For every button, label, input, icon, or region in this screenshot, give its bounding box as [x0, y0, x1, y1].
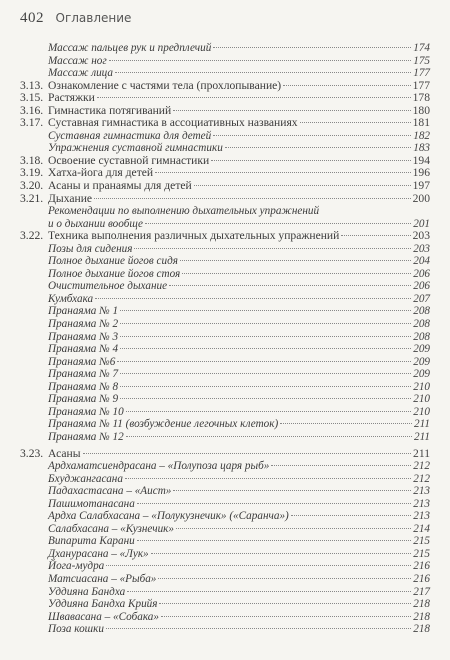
dot-leader — [169, 285, 411, 286]
toc-subentry — [20, 42, 430, 55]
page-ref: 213 — [413, 510, 430, 523]
dot-leader — [283, 85, 410, 86]
toc-subentry — [20, 418, 430, 431]
page-ref: 217 — [413, 585, 430, 598]
page-ref: 216 — [413, 572, 430, 585]
page-ref: 212 — [413, 460, 430, 473]
page-ref: 215 — [413, 547, 430, 560]
entry-title: Пранаяма № 1 — [48, 305, 119, 318]
entry-title: Суставная гимнастика в ассоциативных названиях — [48, 116, 298, 130]
page-ref: 214 — [413, 522, 430, 535]
entry-title: Йога-мудра — [48, 560, 105, 573]
page-ref: 207 — [413, 292, 430, 305]
toc-subentry — [20, 255, 430, 268]
section-number: 3.18. — [20, 153, 44, 167]
page-ref: 212 — [413, 472, 430, 485]
section-number: 3.20. — [20, 179, 44, 193]
toc-subentry — [20, 130, 430, 143]
toc-subentry — [20, 598, 430, 611]
page-ref: 206 — [413, 280, 430, 293]
dot-leader — [211, 160, 410, 161]
page-ref: 204 — [413, 255, 430, 268]
entry-title: Швавасана – «Собака» — [48, 610, 159, 623]
dot-leader — [120, 373, 411, 374]
toc-subentry — [20, 318, 430, 331]
toc-subentry — [20, 573, 430, 586]
page-ref: 181 — [412, 116, 430, 130]
dot-leader — [213, 47, 411, 48]
entry-title: Массаж лица — [48, 67, 113, 80]
entry-title: Пранаяма № 11 (возбуждение легочных клеток) — [48, 418, 279, 431]
entry-title: Пранаяма № 3 — [48, 330, 119, 343]
table-of-contents — [20, 42, 430, 636]
section-number: 3.21. — [20, 191, 44, 205]
page-ref: 180 — [412, 103, 430, 117]
entry-title: Пашимотанасана — [48, 497, 135, 510]
entry-title: Бхуджангасана — [48, 472, 123, 485]
dot-leader — [120, 323, 411, 324]
page-ref: 182 — [413, 129, 430, 142]
toc-subentry — [20, 280, 430, 293]
dot-leader — [134, 248, 411, 249]
dot-leader — [176, 528, 411, 529]
page-ref: 178 — [412, 91, 430, 105]
toc-subentry — [20, 611, 430, 624]
toc-subentry — [20, 460, 430, 473]
toc-subentry — [20, 498, 430, 511]
section-number: 3.15. — [20, 91, 44, 105]
dot-leader — [106, 565, 411, 566]
section-number: 3.13. — [20, 78, 44, 92]
entry-title: Падахастасана – «Аист» — [48, 485, 172, 498]
dot-leader — [173, 110, 410, 111]
page-ref: 211 — [414, 430, 430, 443]
toc-subentry — [20, 548, 430, 561]
dot-leader — [151, 553, 412, 554]
page-ref: 210 — [413, 405, 430, 418]
dot-leader — [120, 386, 411, 387]
entry-title: Рекомендации по выполнению дыхательных упражнений — [48, 205, 320, 218]
entry-title: Поза кошки — [48, 623, 104, 636]
page-ref: 196 — [412, 166, 430, 180]
dot-leader — [120, 336, 411, 337]
dot-leader — [291, 515, 411, 516]
entry-title: Випарита Карани — [48, 535, 135, 548]
dot-leader — [161, 616, 411, 617]
page-ref: 218 — [413, 623, 430, 636]
page-ref: 213 — [413, 485, 430, 498]
page-ref: 209 — [413, 368, 430, 381]
dot-leader — [127, 591, 411, 592]
dot-leader — [83, 453, 412, 454]
page-ref: 174 — [413, 42, 430, 54]
dot-leader — [341, 235, 410, 236]
entry-title: Суставная гимнастика для детей — [48, 129, 212, 142]
toc-subentry — [20, 305, 430, 318]
page-number: 402 — [20, 10, 44, 26]
entry-title: Пранаяма № 4 — [48, 343, 119, 356]
entry-title: Пранаяма № 12 — [48, 430, 124, 443]
entry-title: Позы для сидения — [48, 242, 133, 255]
dot-leader — [280, 423, 412, 424]
page-ref: 208 — [413, 305, 430, 318]
section-number: 3.17. — [20, 116, 44, 130]
page-ref: 210 — [413, 393, 430, 406]
entry-title: Хатха-йога для детей — [48, 166, 154, 180]
page-ref: 215 — [413, 535, 430, 548]
dot-leader — [158, 578, 411, 579]
page-ref: 194 — [412, 153, 430, 167]
toc-subentry — [20, 523, 430, 536]
toc-section-entry — [20, 230, 430, 243]
entry-title: Пранаяма № 8 — [48, 380, 119, 393]
section-number: 3.19. — [20, 166, 44, 180]
page-ref: 208 — [413, 318, 430, 331]
toc-subentry — [20, 343, 430, 356]
toc-subentry — [20, 331, 430, 344]
toc-subentry — [20, 268, 430, 281]
toc-subentry — [20, 510, 430, 523]
page-ref: 218 — [413, 610, 430, 623]
section-number: 3.22. — [20, 229, 44, 243]
dot-leader — [106, 628, 411, 629]
toc-subentry — [20, 535, 430, 548]
entry-title: Дханурасана – «Лук» — [48, 547, 149, 560]
toc-subentry — [20, 623, 430, 636]
dot-leader — [173, 490, 411, 491]
page-ref: 210 — [413, 380, 430, 393]
dot-leader — [182, 273, 411, 274]
dot-leader — [159, 603, 411, 604]
entry-title: Пранаяма № 7 — [48, 368, 119, 381]
toc-subentry — [20, 243, 430, 256]
entry-title: Упражнения суставной гимнастики — [48, 142, 223, 155]
page-ref: 209 — [413, 355, 430, 368]
dot-leader — [137, 540, 411, 541]
page-ref: 175 — [413, 54, 430, 67]
entry-title: Техника выполнения различных дыхательных упражнений — [48, 229, 340, 243]
entry-title: и о дыхании вообще — [48, 217, 144, 230]
page-header — [20, 10, 131, 27]
toc-subentry — [20, 67, 430, 80]
entry-title: Ардхаматсиендрасана – «Полупоза царя рыб» — [48, 460, 270, 473]
page-ref: 197 — [412, 179, 430, 193]
toc-subentry — [20, 293, 430, 306]
entry-title: Ознакомление с частями тела (прохлопывание) — [48, 78, 282, 92]
page-ref: 209 — [413, 343, 430, 356]
entry-title: Салабхасана – «Кузнечик» — [48, 522, 175, 535]
toc-subentry — [20, 586, 430, 599]
dot-leader — [271, 465, 411, 466]
toc-subentry — [20, 560, 430, 573]
dot-leader — [120, 310, 411, 311]
entry-title: Очистительное дыхание — [48, 280, 168, 293]
dot-leader — [94, 198, 411, 199]
toc-subentry — [20, 485, 430, 498]
dot-leader — [300, 122, 411, 123]
dot-leader — [155, 172, 410, 173]
toc-section-entry — [20, 180, 430, 193]
page-ref: 201 — [413, 217, 430, 230]
page-ref: 203 — [413, 242, 430, 255]
page-ref: 218 — [413, 598, 430, 611]
page-ref: 200 — [412, 191, 430, 205]
toc-subentry — [20, 406, 430, 419]
toc-subentry — [20, 393, 430, 406]
dot-leader — [115, 72, 411, 73]
dot-leader — [213, 135, 411, 136]
dot-leader — [126, 411, 412, 412]
entry-title: Ардха Салабхасана – «Полукузнечик» («Саранча») — [48, 510, 289, 523]
entry-title: Пранаяма №6 — [48, 355, 116, 368]
toc-section-entry — [20, 117, 430, 130]
entry-title: Матсиасана – «Рыба» — [48, 572, 157, 585]
dot-leader — [109, 60, 412, 61]
entry-title: Полное дыхание йогов стоя — [48, 267, 181, 280]
page-ref: 216 — [413, 560, 430, 573]
dot-leader — [117, 361, 411, 362]
dot-leader — [145, 223, 411, 224]
entry-title: Массаж пальцев рук и предплечий — [48, 42, 212, 54]
page-ref: 183 — [413, 142, 430, 155]
entry-title: Освоение суставной гимнастики — [48, 153, 210, 167]
toc-subentry — [20, 205, 430, 218]
entry-title: Асаны и пранаямы для детей — [48, 179, 192, 193]
entry-title: Уддияна Бандха — [48, 585, 126, 598]
entry-title: Растяжки — [48, 91, 95, 105]
toc-subentry — [20, 368, 430, 381]
entry-title: Гимнастика потягиваний — [48, 103, 172, 117]
entry-title: Пранаяма № 2 — [48, 318, 119, 331]
running-title: Оглавление — [55, 11, 132, 25]
section-number: 3.16. — [20, 103, 44, 117]
page-ref: 211 — [413, 446, 430, 460]
entry-title: Кумбхака — [48, 292, 94, 305]
dot-leader — [225, 147, 411, 148]
page-ref: 211 — [414, 418, 430, 431]
page-ref: 203 — [412, 229, 430, 243]
entry-title: Полное дыхание йогов сидя — [48, 255, 178, 268]
dot-leader — [120, 398, 411, 399]
page-ref: 206 — [413, 267, 430, 280]
toc-section-entry — [20, 193, 430, 206]
entry-title: Дыхание — [48, 191, 93, 205]
toc-section-entry — [20, 92, 430, 105]
toc-subentry — [20, 55, 430, 68]
page-ref: 177 — [413, 67, 430, 80]
page-ref: 213 — [413, 497, 430, 510]
dot-leader — [120, 348, 411, 349]
toc-subentry — [20, 431, 430, 444]
entry-title: Пранаяма № 9 — [48, 393, 119, 406]
toc-subentry — [20, 381, 430, 394]
dot-leader — [180, 260, 411, 261]
dot-leader — [97, 97, 411, 98]
dot-leader — [95, 298, 411, 299]
dot-leader — [126, 436, 412, 437]
entry-title: Асаны — [48, 446, 81, 460]
toc-subentry — [20, 473, 430, 486]
entry-title: Уддияна Бандха Крийя — [48, 598, 158, 611]
toc-section-entry — [20, 448, 430, 461]
entry-title: Пранаяма № 10 — [48, 405, 124, 418]
toc-subentry — [20, 356, 430, 369]
page-ref: 177 — [412, 78, 430, 92]
page-ref: 208 — [413, 330, 430, 343]
entry-title: Массаж ног — [48, 54, 107, 67]
section-number: 3.23. — [20, 446, 44, 460]
dot-leader — [137, 503, 411, 504]
dot-leader — [194, 185, 411, 186]
dot-leader — [125, 478, 411, 479]
